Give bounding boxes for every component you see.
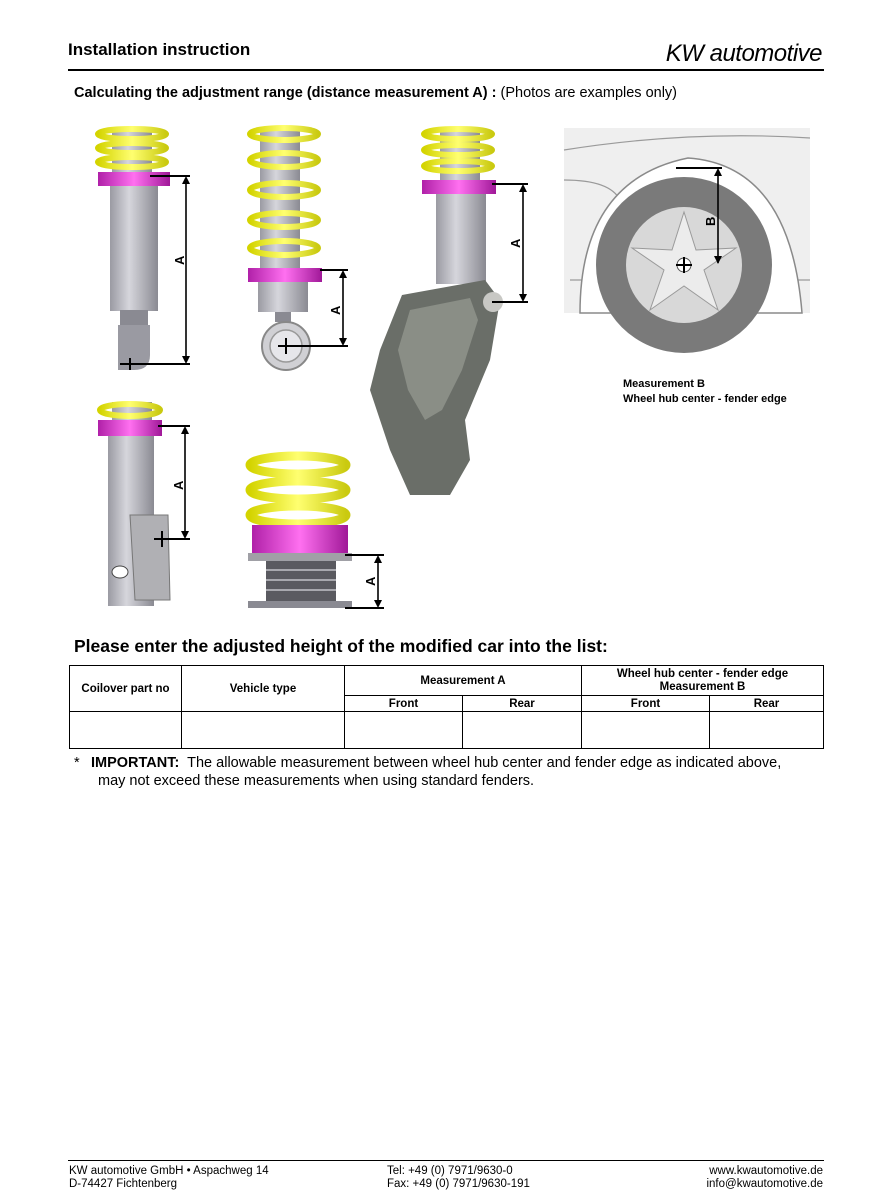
- footer-fax: Fax: +49 (0) 7971/9630-191: [387, 1178, 530, 1190]
- footer-web: [706, 1165, 823, 1191]
- header-vehicle-type: Vehicle type: [182, 666, 345, 712]
- cell-b-rear[interactable]: [710, 712, 824, 749]
- cell-a-rear[interactable]: [463, 712, 582, 749]
- section-title-bold: Calculating the adjustment range (distance measurement A) :: [74, 85, 497, 101]
- coilover-figure-1: [98, 128, 190, 370]
- important-note: [74, 754, 781, 790]
- label-a-3: A: [508, 238, 523, 248]
- label-a-5: A: [171, 480, 186, 490]
- important-text-2: may not exceed these measurements when using standard fenders.: [98, 773, 535, 789]
- header-measurement-b-line2: Measurement B: [659, 680, 746, 693]
- brand-logo: KW automotive: [665, 40, 822, 67]
- label-a-6: A: [363, 576, 378, 586]
- cell-a-front[interactable]: [345, 712, 463, 749]
- label-a-1: A: [172, 255, 187, 265]
- section-title-note: (Photos are examples only): [500, 85, 677, 101]
- header-divider: [68, 69, 824, 71]
- footer-tel: Tel: +49 (0) 7971/9630-0: [387, 1165, 513, 1177]
- header-measurement-a: Measurement A: [345, 666, 582, 696]
- header-a-front: Front: [345, 696, 463, 712]
- measurement-b-subtitle: Wheel hub center - fender edge: [623, 393, 787, 405]
- footer-company: KW automotive GmbH • Aspachweg 14: [69, 1165, 269, 1177]
- footer-city: D-74427 Fichtenberg: [69, 1178, 178, 1190]
- coilover-figure-6: [248, 456, 384, 608]
- coilover-figure-5: [98, 402, 190, 606]
- header-measurement-b: [582, 666, 824, 696]
- footer-address: [69, 1165, 269, 1191]
- table-row: [70, 712, 824, 749]
- important-label: IMPORTANT:: [91, 755, 180, 771]
- measurement-b-title: Measurement B: [623, 378, 705, 390]
- entry-instruction: Please enter the adjusted height of the modified car into the list:: [74, 636, 608, 656]
- header-a-rear: Rear: [463, 696, 582, 712]
- coilover-illustrations: [90, 120, 820, 615]
- cell-b-front[interactable]: [582, 712, 710, 749]
- header-b-front: Front: [582, 696, 710, 712]
- wheel-fender-figure: [564, 128, 810, 353]
- note-asterisk: *: [74, 755, 80, 771]
- cell-vehicle-type[interactable]: [182, 712, 345, 749]
- header-b-rear: Rear: [710, 696, 824, 712]
- section-title: [74, 85, 677, 101]
- footer-website-link[interactable]: www.kwautomotive.de: [709, 1165, 823, 1177]
- cell-part-no[interactable]: [70, 712, 182, 749]
- footer-email-link[interactable]: info@kwautomotive.de: [706, 1178, 823, 1190]
- label-b: B: [703, 216, 718, 226]
- footer-phone: [387, 1165, 530, 1191]
- measurement-b-caption: [623, 377, 787, 407]
- important-text-1: The allowable measurement between wheel hub center and fender edge as indicated above,: [187, 755, 782, 771]
- coilover-figure-2: [248, 128, 348, 370]
- measurement-table: [69, 665, 824, 749]
- footer-divider: [68, 1160, 824, 1161]
- header-coilover-part: Coilover part no: [70, 666, 182, 712]
- header-measurement-b-line1: Wheel hub center - fender edge: [616, 667, 789, 680]
- label-a-2: A: [328, 305, 343, 315]
- document-title: Installation instruction: [68, 40, 251, 59]
- coilover-figure-3: [370, 128, 528, 495]
